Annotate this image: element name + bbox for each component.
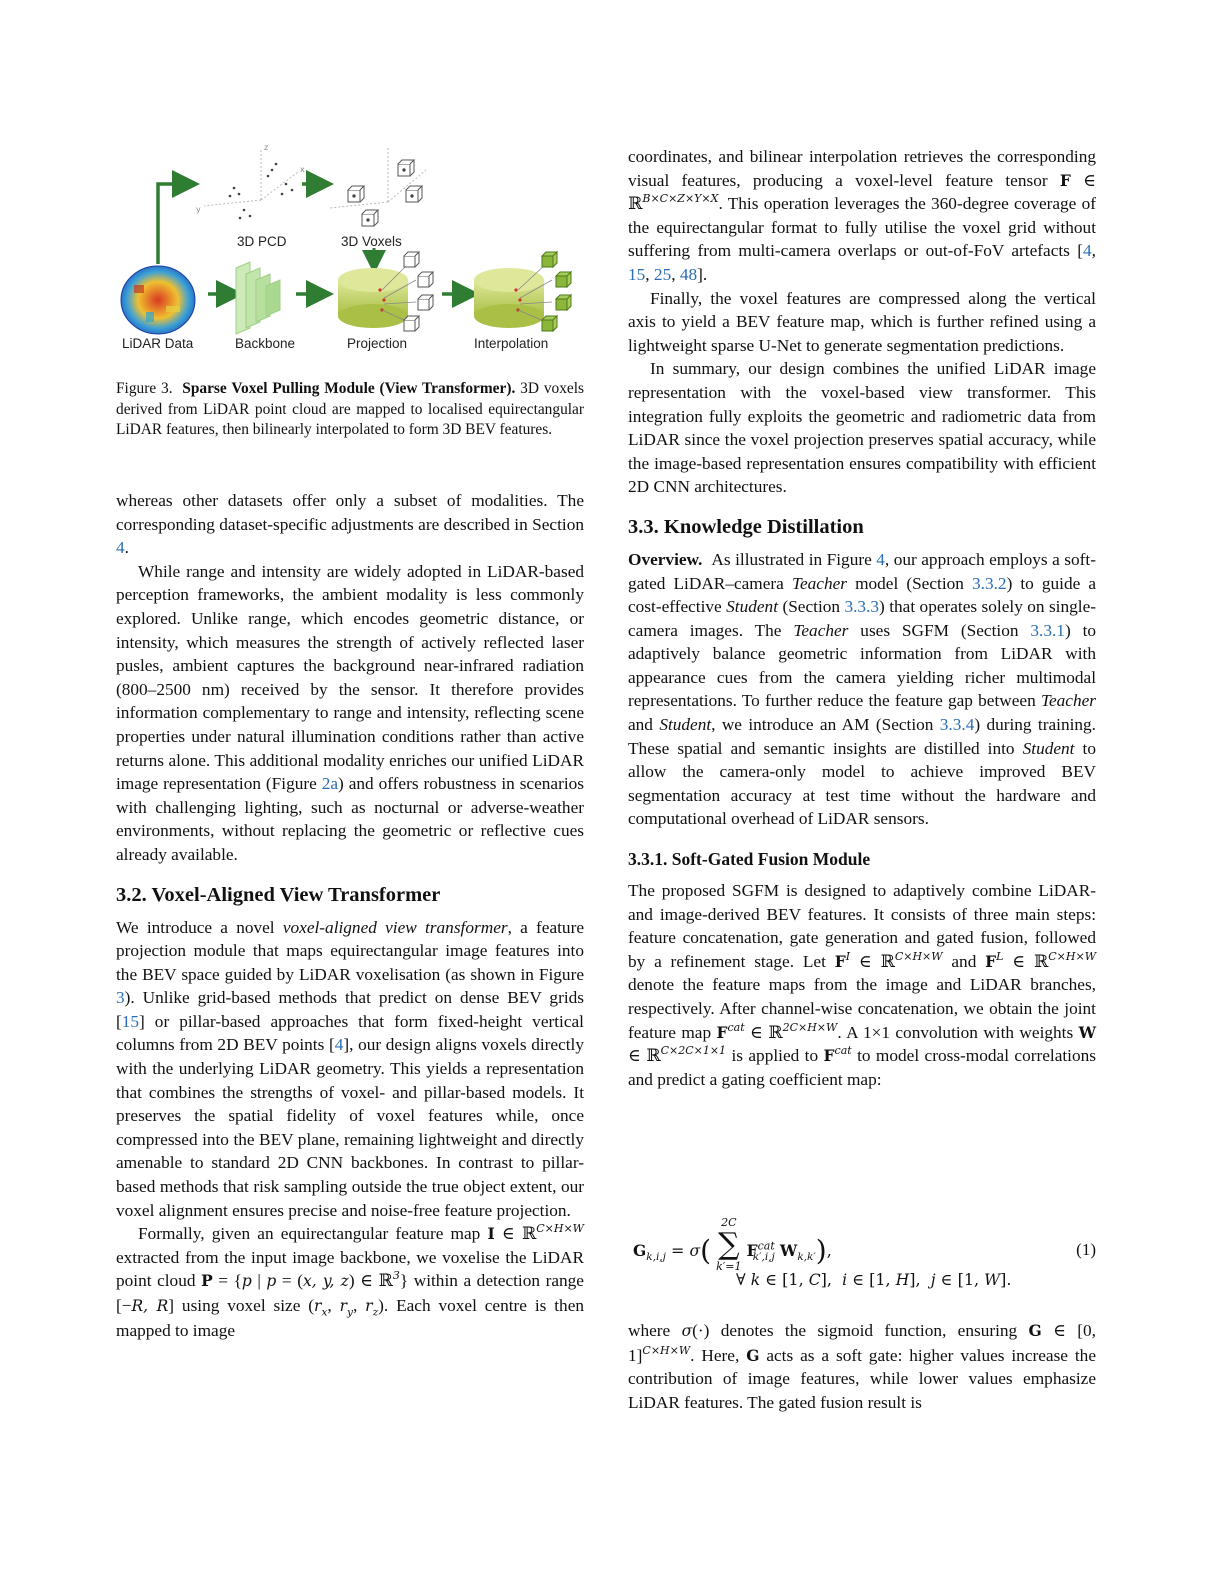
caption-title: Sparse Voxel Pulling Module (View Transformer).: [182, 380, 516, 397]
svg-text:y: y: [196, 205, 201, 214]
overview-label: Overview.: [628, 549, 703, 569]
sgfm-paragraph: The proposed SGFM is designed to adaptively combine LiDAR- and image-derived BEV features. It consists of three main steps: feature concatenation, gate generation and gated fusion, followed by a refinement stage. Let $F^I$ ∈ ℝ$^{C\times H\times W}$ and $F^L$ ∈ ℝ$^{C\times H\times W}$ denote the feature maps from the image and LiDAR branches, respectively. After channel-wise concatenation, we obtain the joint feature map $F^{cat}$ ∈ ℝ$^{2C\times H\times W}$. A 1×1 convolution with weights W ∈ ℝ$^{C\times 2C\times 1\times 1}$ is applied to $F^{cat}$ to model cross-modal correlations and predict a gating coefficient map:: [628, 881, 1097, 1089]
gate-paragraph: where σ(·) denotes the sigmoid function, ensuring G ∈ [0, 1]$^{C\times H\times W}$. Here, G acts as a soft gate: higher values increase the contribution of image features, while lower values emphasize LiDAR features. The gated fusion result is: [628, 1321, 1096, 1412]
equation-1-condition: ∀ k ∈ [1, C], i ∈ [1, H], j ∈ [1, W].: [736, 1270, 1012, 1289]
equation-1-number: (1): [1076, 1240, 1096, 1259]
label-3d-voxels: 3D Voxels: [341, 234, 402, 249]
left-paragraph-3: We introduce a novel voxel-aligned view transformer, a feature projection module that maps equirectangular image features into the BEV space guided by LiDAR voxelisation (as shown in Figure 3). Unlike grid-based methods that predict on dense BEV grids [15] or pillar-based approaches that form fixed-height vertical columns from 2D BEV points [4], our design aligns voxels directly with the underlying LiDAR geometry. This yields a representation that combines the strengths of voxel- and pillar-based models. It preserves the spatial fidelity of voxel features while, once compressed into the BEV plane, remaining lightweight and directly amenable to standard 2D CNN backbones. In contrast to pillar-based methods that risk sampling outside the true object extent, our voxel alignment ensures precise and noise-free feature projection.: [116, 917, 584, 1220]
figure-ref-2a[interactable]: 2a: [321, 774, 339, 794]
interpolation-drum: [474, 264, 552, 328]
cite-15-b[interactable]: 15: [628, 264, 646, 284]
left-paragraph-2: While range and intensity are widely adopted in LiDAR-based perception frameworks, the ambient modality is less commonly explored. Unlike range, which encodes geometric distance, or intensity, which measures the strength of actively reflected laser pusles, ambient captures the background near-infrared radiation (800–2500 nm) received by the sensor. It therefore provides information complementary to range and intensity, reflecting scene properties under natural illumination conditions rather than active returns alone. This additional modality enriches our unified LiDAR image representation (Figure 2a) and offers robustness in scenarios with challenging lighting, such as nocturnal or adverse-weather environments, without replacing the geometric or reflective cues already available.: [116, 561, 584, 864]
overview-paragraph: Overview. As illustrated in Figure 4, our approach employs a soft-gated LiDAR–camera Teacher model (Section 3.3.2) to guide a cost-effective Student (Section 3.3.3) that operates solely on single-camera images. The Teacher uses SGFM (Section 3.3.1) to adaptively balance geometric information from LiDAR with appearance cues from the camera yielding richer multimodal representations. To further reduce the feature gap between Teacher and Student, we introduce an AM (Section 3.3.4) during training. These spatial and semantic insights are distilled into Student to allow the camera-only model to achieve improved BEV segmentation accuracy at test time without the hardware and computational overhead of LiDAR sensors.: [628, 549, 1097, 829]
svg-text:z: z: [264, 143, 269, 152]
projection-drum: [338, 264, 416, 328]
cite-25[interactable]: 25: [653, 264, 672, 284]
caption-prefix: Figure 3.: [116, 380, 173, 397]
section-3-3-heading: 3.3. Knowledge Distillation: [628, 515, 864, 538]
cite-4[interactable]: 4: [334, 1035, 344, 1055]
section-ref-4[interactable]: 4: [116, 538, 125, 558]
section-ref-3-3-3[interactable]: 3.3.3: [844, 597, 880, 617]
left-paragraph-4: Formally, given an equirectangular feature map I ∈ ℝ$^{C\times H\times W}$ extracted from the input image backbone, we voxelise the LiDAR point cloud P = {p | p = (x, y, z) ∈ ℝ$^3$} within a detection range [−R, R] using voxel size ($r_x$, $r_y$, $r_z$). Each voxel centre is then mapped to image: [116, 1222, 585, 1340]
right-paragraph-2: Finally, the voxel features are compressed along the vertical axis to yield a BEV feature map, which is further refined using a lightweight sparse U-Net to generate segmentation predictions.: [628, 288, 1096, 355]
projection-cubes: [404, 252, 433, 331]
right-column-bottom: [628, 1319, 1096, 1414]
caption-body: 3D voxels derived from LiDAR point cloud are mapped to localised equirectangular LiDAR features, then bilinearly interpolated to form 3D BEV features.: [116, 380, 585, 439]
cite-4-b[interactable]: 4: [1083, 241, 1092, 261]
right-paragraph-1: coordinates, and bilinear interpolation retrieves the corresponding visual features, producing a voxel-level feature tensor F ∈ ℝ$^{B\times C\times Z\times Y\times X}$. This operation leverages the 360-degree coverage of the equirectangular format to fully utilise the voxel grid without suffering from multi-camera overlaps or out-of-FoV artefacts [4, 15, 25, 48].: [628, 147, 1096, 284]
figure-3: [116, 140, 584, 370]
lidar-to-pcd-arrow: [158, 184, 186, 264]
cite-48[interactable]: 48: [679, 264, 698, 284]
right-paragraph-3: In summary, our design combines the unified LiDAR image representation with the voxel-based view transformer. This integration fully exploits the geometric and radiometric data from LiDAR since the voxel projection preserves spatial accuracy, while the image-based representation ensures compatibility with efficient 2D CNN architectures.: [628, 359, 1096, 497]
label-projection: Projection: [347, 336, 408, 351]
section-3-2-heading: 3.2. Voxel-Aligned View Transformer: [116, 883, 441, 906]
svg-text:x: x: [300, 165, 305, 174]
interpolation-cubes: [542, 252, 571, 331]
section-ref-3-3-1[interactable]: 3.3.1: [1030, 620, 1065, 640]
cite-15[interactable]: 15: [121, 1011, 140, 1031]
equation-1: [628, 1196, 1096, 1302]
label-interpolation: Interpolation: [474, 336, 549, 351]
figure-ref-4[interactable]: 4: [876, 549, 885, 569]
label-lidar-data: LiDAR Data: [122, 336, 194, 351]
right-column: [628, 145, 1096, 1091]
lidar-data-drum: [121, 266, 195, 334]
backbone-block: [236, 262, 280, 334]
subsection-3-3-1-heading: 3.3.1. Soft-Gated Fusion Module: [628, 849, 871, 870]
voxel-cubes: [348, 160, 422, 226]
label-backbone: Backbone: [235, 336, 296, 351]
figure-ref-3[interactable]: 3: [116, 988, 125, 1008]
section-ref-3-3-4[interactable]: 3.3.4: [939, 715, 975, 735]
equation-1-main: $G_{k,i,j} = \sigma$( 2C ∑ k′=1 $F^{cat}_{k',i,j}$ $W_{k,k'}$),: [633, 1216, 832, 1273]
label-3d-pcd: 3D PCD: [237, 234, 287, 249]
pcd-axes: [196, 143, 305, 214]
left-column: [116, 489, 584, 1342]
section-ref-3-3-2[interactable]: 3.3.2: [972, 573, 1007, 593]
figure-3-caption: [116, 379, 584, 441]
left-paragraph-1: whereas other datasets offer only a subset of modalities. The corresponding dataset-specific adjustments are described in Section 4.: [116, 491, 584, 558]
